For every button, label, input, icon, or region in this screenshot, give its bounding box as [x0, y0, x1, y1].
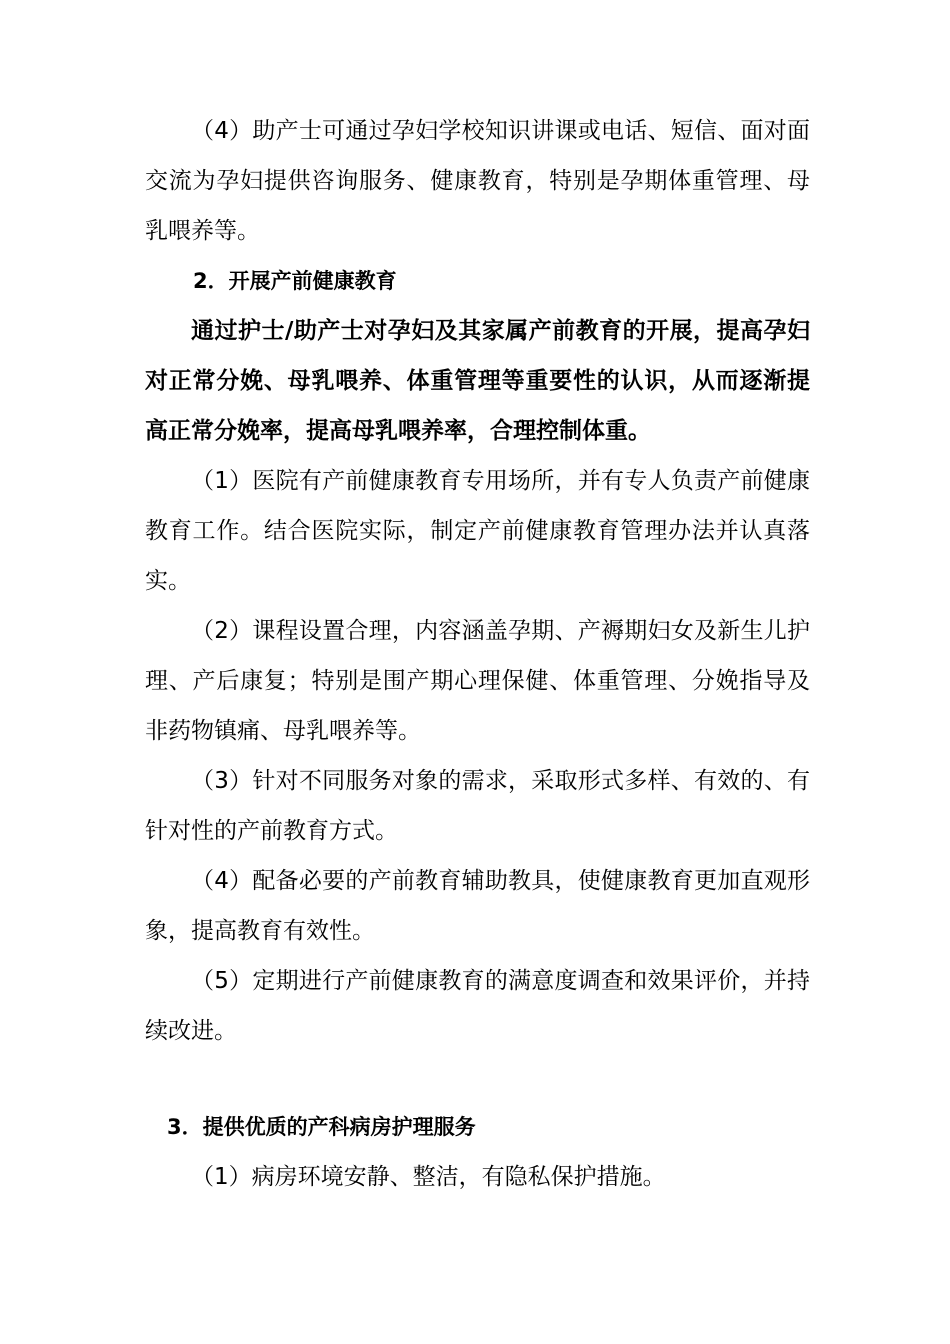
- paragraph-prenatal-education-intro: 通过护士/助产士对孕妇及其家属产前教育的开展，提高孕妇对正常分娩、母乳喂养、体重管理等重要性的认识，从而逐渐提高正常分娩率，提高母乳喂养率，合理控制体重。: [145, 318, 810, 444]
- paragraph-consultation-services: （4）助产士可通过孕妇学校知识讲课或电话、短信、面对面交流为孕妇提供咨询服务、健康教育，特别是孕期体重管理、母乳喂养等。: [145, 118, 810, 244]
- list-item-teaching-aids: （4）配备必要的产前教育辅助教具，使健康教育更加直观形象，提高教育有效性。: [145, 868, 810, 944]
- list-item-diverse-methods: （3）针对不同服务对象的需求，采取形式多样、有效的、有针对性的产前教育方式。: [145, 768, 810, 844]
- list-item-ward-environment: （1）病房环境安静、整洁，有隐私保护措施。: [191, 1164, 666, 1190]
- list-item-course-design: （2）课程设置合理，内容涵盖孕期、产褥期妇女及新生儿护理、产后康复；特别是围产期心理保健、体重管理、分娩指导及非药物镇痛、母乳喂养等。: [145, 618, 810, 744]
- list-item-satisfaction-survey: （5）定期进行产前健康教育的满意度调查和效果评价，并持续改进。: [145, 968, 810, 1044]
- list-item-dedicated-venue: （1）医院有产前健康教育专用场所，并有专人负责产前健康教育工作。结合医院实际，制定产前健康教育管理办法并认真落实。: [145, 468, 810, 594]
- section-heading-prenatal-education: 2．开展产前健康教育: [193, 269, 397, 293]
- section-heading-ward-nursing: 3．提供优质的产科病房护理服务: [167, 1115, 476, 1139]
